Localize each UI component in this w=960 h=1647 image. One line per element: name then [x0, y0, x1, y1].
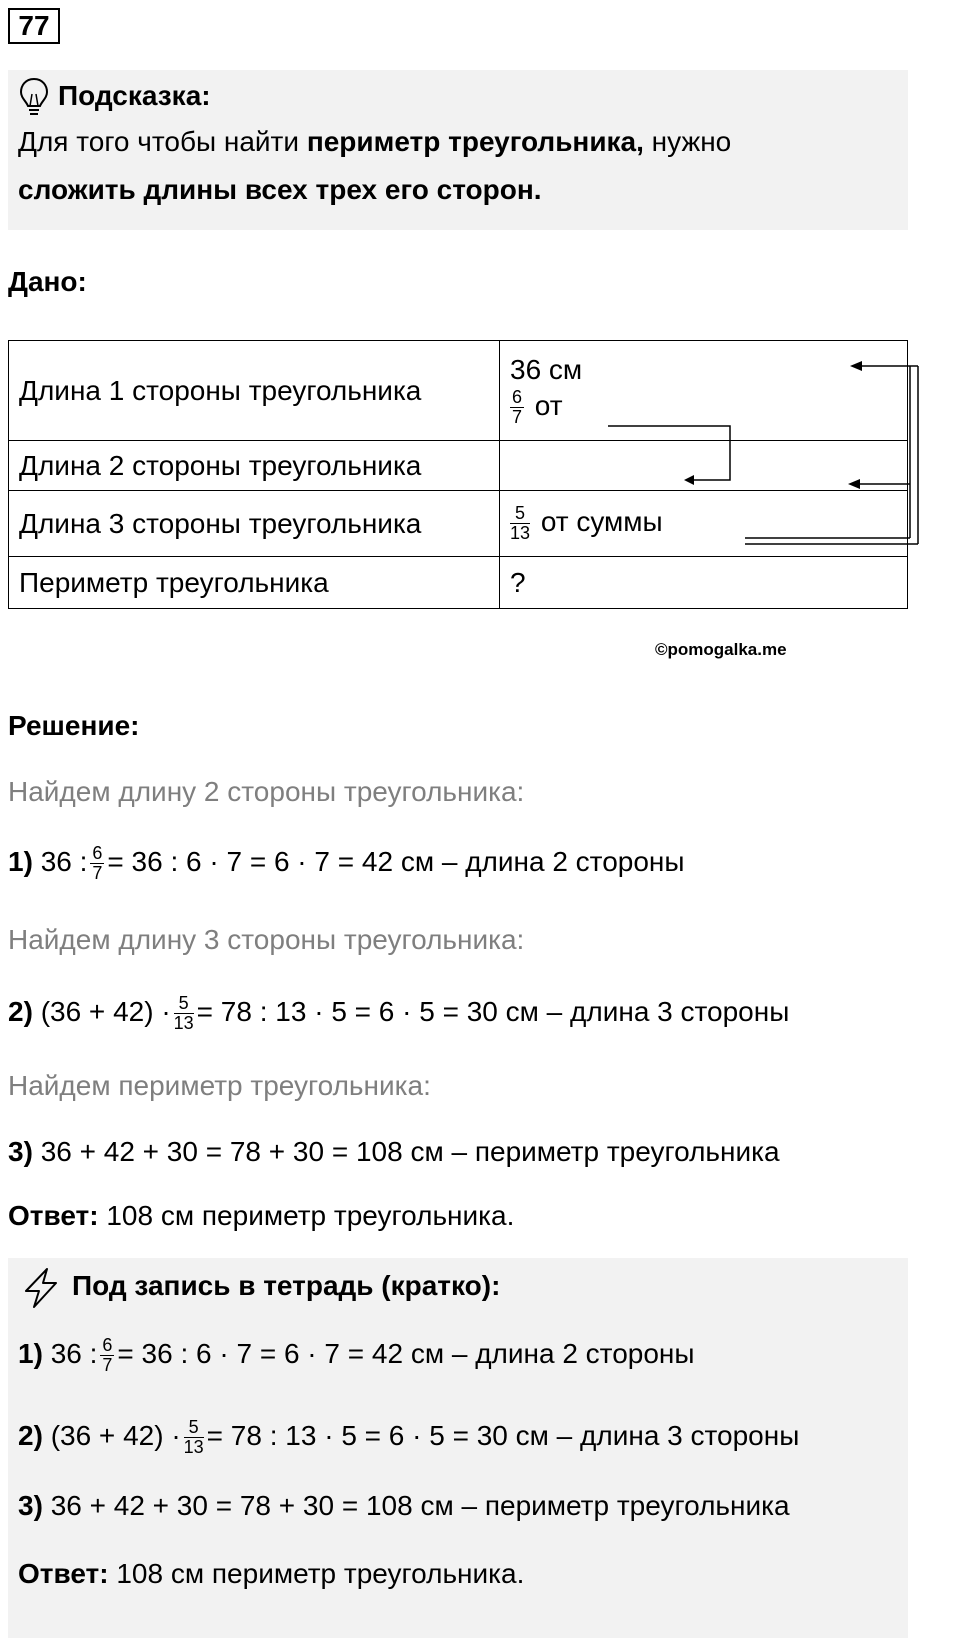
notebook-step-1 [18, 1336, 695, 1375]
step-text: 36 + 42 + 30 = 78 + 30 = 108 см – периметр треугольника [40, 1136, 780, 1167]
hint-text: Для того чтобы найти [18, 126, 307, 157]
hint-text: нужно [643, 126, 732, 157]
arrow-head [684, 475, 694, 485]
step-number: 1) [8, 845, 33, 877]
solution-step-3 [8, 1136, 780, 1168]
hint-bold-text: периметр треугольника, [306, 126, 644, 157]
step-text: (36 + 42) · [40, 995, 171, 1027]
fraction [174, 994, 194, 1033]
step-text: = 36 : 6 · 7 = 6 · 7 = 42 см – длина 2 стороны [107, 845, 685, 877]
step-text: (36 + 42) · [50, 1419, 181, 1451]
task-number: 77 [8, 8, 60, 44]
arrow-head [850, 361, 862, 371]
hint-title: Подсказка: [58, 80, 211, 111]
notebook-step-3 [18, 1490, 790, 1522]
answer-label: Ответ: [8, 1200, 99, 1231]
value-text: 36 см [510, 354, 583, 385]
step-number: 2) [8, 995, 33, 1027]
solution-step-2 [8, 994, 789, 1033]
notebook-answer [18, 1558, 524, 1590]
step-caption: Найдем длину 3 стороны треугольника: [8, 924, 525, 955]
watermark: ©pomogalka.me [655, 640, 787, 659]
arrows-overlay [0, 0, 960, 700]
row-label: Длина 1 стороны треугольника [9, 341, 500, 441]
fraction [184, 1418, 204, 1457]
step-text: 36 + 42 + 30 = 78 + 30 = 108 см – периметр треугольника [50, 1490, 790, 1521]
fraction-numerator: 6 [102, 1335, 113, 1355]
step-number: 1) [18, 1337, 43, 1369]
row-value: ? [500, 557, 908, 609]
row-label: Длина 3 стороны треугольника [9, 491, 500, 557]
fraction-numerator: 5 [184, 1418, 204, 1438]
step-number: 3) [8, 1136, 33, 1167]
step-number: 2) [18, 1419, 43, 1451]
fraction-numerator: 6 [512, 387, 523, 407]
answer-text: 108 см периметр треугольника. [108, 1558, 525, 1589]
answer-text: 108 см периметр треугольника. [98, 1200, 515, 1231]
fraction [100, 1336, 114, 1375]
solution-heading: Решение: [8, 710, 140, 741]
step-number: 3) [18, 1490, 43, 1521]
arrow-head [848, 479, 860, 489]
solution-step-1 [8, 844, 685, 883]
answer [8, 1200, 514, 1232]
hint-bold-text: сложить длины всех трех его сторон. [18, 174, 542, 205]
given-heading: Дано: [8, 266, 87, 297]
fraction-denominator: 7 [102, 1355, 113, 1375]
value-text: от [534, 389, 563, 421]
fraction [90, 844, 104, 883]
answer-label: Ответ: [18, 1558, 109, 1589]
row-label: Периметр треугольника [9, 557, 500, 609]
arrow [608, 426, 730, 480]
step-caption: Найдем длину 2 стороны треугольника: [8, 776, 525, 807]
step-text: 36 : [50, 1337, 98, 1369]
fraction-numerator: 5 [510, 504, 530, 524]
step-text: 36 : [40, 845, 88, 877]
fraction-denominator: 13 [173, 1013, 194, 1033]
lightning-icon [20, 1266, 62, 1310]
step-text: = 78 : 13 · 5 = 6 · 5 = 30 см – длина 3 стороны [206, 1419, 800, 1451]
fraction-numerator: 5 [174, 994, 194, 1014]
fraction-numerator: 6 [92, 843, 103, 863]
fraction-denominator: 7 [92, 863, 103, 883]
fraction-denominator: 7 [512, 407, 523, 427]
notebook-step-2 [18, 1418, 799, 1457]
fraction-denominator: 13 [183, 1437, 204, 1457]
row-label: Длина 2 стороны треугольника [9, 441, 500, 491]
step-text: = 36 : 6 · 7 = 6 · 7 = 42 см – длина 2 стороны [117, 1337, 695, 1369]
step-text: = 78 : 13 · 5 = 6 · 5 = 30 см – длина 3 стороны [196, 995, 790, 1027]
notebook-title: Под запись в тетрадь (кратко): [72, 1270, 501, 1301]
fraction-denominator: 13 [510, 523, 531, 543]
step-caption: Найдем периметр треугольника: [8, 1070, 431, 1101]
value-text: от суммы [540, 505, 663, 537]
